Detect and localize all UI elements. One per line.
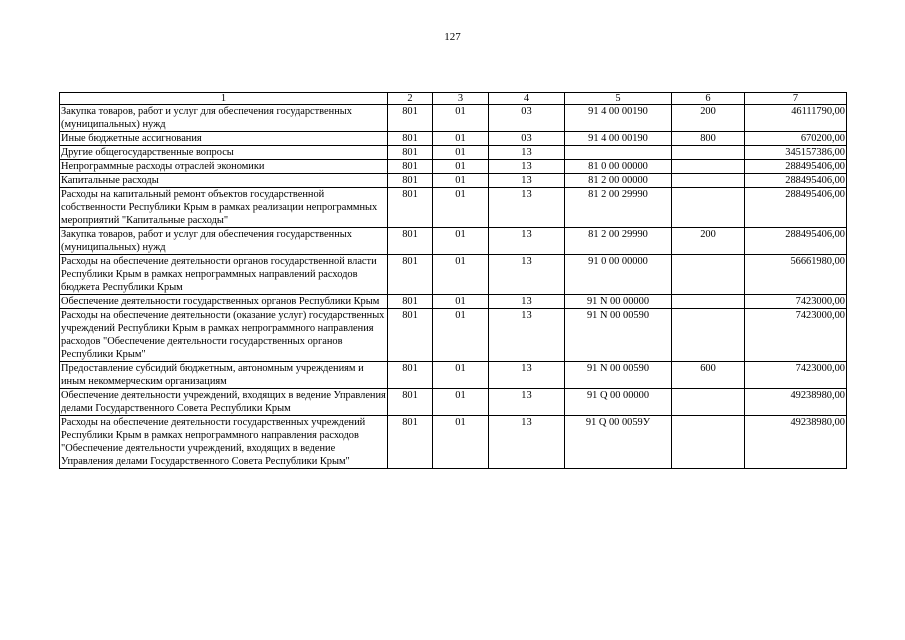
row-name: Закупка товаров, работ и услуг для обеспечения государственных (муниципальных) нужд xyxy=(60,228,388,255)
row-code-4: 13 xyxy=(489,255,565,295)
table-row xyxy=(60,228,847,255)
row-code-3: 01 xyxy=(433,295,489,309)
row-code-5: 81 0 00 00000 xyxy=(565,160,672,174)
row-amount: 7423000,00 xyxy=(745,362,847,389)
table-row xyxy=(60,160,847,174)
table-row xyxy=(60,389,847,416)
table-row xyxy=(60,416,847,469)
row-code-5: 91 N 00 00590 xyxy=(565,309,672,362)
row-name: Расходы на обеспечение деятельности органов государственной власти Республики Крым в рамках непрограммных направлений расходов бюджета Республики Крым xyxy=(60,255,388,295)
column-number-4: 4 xyxy=(489,93,565,105)
row-code-6 xyxy=(672,295,745,309)
row-code-6: 800 xyxy=(672,132,745,146)
row-code-2: 801 xyxy=(388,105,433,132)
row-code-6: 200 xyxy=(672,105,745,132)
row-code-4: 03 xyxy=(489,132,565,146)
table-row xyxy=(60,105,847,132)
row-code-5: 91 N 00 00590 xyxy=(565,362,672,389)
row-code-2: 801 xyxy=(388,416,433,469)
row-code-2: 801 xyxy=(388,255,433,295)
row-code-4: 13 xyxy=(489,160,565,174)
row-code-5: 91 0 00 00000 xyxy=(565,255,672,295)
row-name: Расходы на капитальный ремонт объектов государственной собственности Республики Крым в рамках реализации непрограммных мероприятий "Капитальные расходы" xyxy=(60,188,388,228)
column-number-6: 6 xyxy=(672,93,745,105)
row-code-5: 91 Q 00 0059У xyxy=(565,416,672,469)
column-number-2: 2 xyxy=(388,93,433,105)
row-code-5 xyxy=(565,146,672,160)
row-code-6 xyxy=(672,309,745,362)
row-name: Расходы на обеспечение деятельности государственных учреждений Республики Крым в рамках непрограммного направления расходов "Обеспечение деятельности учреждений, входящих в ведение Управления делами Государственного Совета Республики Крым" xyxy=(60,416,388,469)
row-code-5: 81 2 00 29990 xyxy=(565,228,672,255)
row-code-3: 01 xyxy=(433,309,489,362)
row-code-3: 01 xyxy=(433,389,489,416)
budget-table xyxy=(59,92,847,469)
row-code-4: 13 xyxy=(489,389,565,416)
column-number-3: 3 xyxy=(433,93,489,105)
column-number-5: 5 xyxy=(565,93,672,105)
table-row xyxy=(60,132,847,146)
column-number-1: 1 xyxy=(60,93,388,105)
row-name: Обеспечение деятельности государственных органов Республики Крым xyxy=(60,295,388,309)
row-code-5: 81 2 00 29990 xyxy=(565,188,672,228)
row-code-3: 01 xyxy=(433,228,489,255)
row-code-4: 13 xyxy=(489,416,565,469)
row-code-3: 01 xyxy=(433,188,489,228)
row-code-3: 01 xyxy=(433,174,489,188)
row-code-6 xyxy=(672,188,745,228)
row-code-2: 801 xyxy=(388,362,433,389)
row-code-6 xyxy=(672,160,745,174)
row-code-5: 91 N 00 00000 xyxy=(565,295,672,309)
page-number: 127 xyxy=(444,31,461,43)
row-code-5: 91 4 00 00190 xyxy=(565,132,672,146)
row-code-2: 801 xyxy=(388,228,433,255)
row-code-3: 01 xyxy=(433,255,489,295)
row-code-3: 01 xyxy=(433,362,489,389)
row-amount: 288495406,00 xyxy=(745,174,847,188)
row-code-4: 13 xyxy=(489,309,565,362)
row-amount: 7423000,00 xyxy=(745,309,847,362)
row-code-6 xyxy=(672,389,745,416)
row-amount: 49238980,00 xyxy=(745,416,847,469)
row-code-4: 13 xyxy=(489,174,565,188)
row-code-2: 801 xyxy=(388,146,433,160)
row-code-3: 01 xyxy=(433,105,489,132)
row-name: Закупка товаров, работ и услуг для обеспечения государственных (муниципальных) нужд xyxy=(60,105,388,132)
table-row xyxy=(60,309,847,362)
row-code-6 xyxy=(672,146,745,160)
row-code-2: 801 xyxy=(388,160,433,174)
row-amount: 288495406,00 xyxy=(745,160,847,174)
table-row xyxy=(60,255,847,295)
row-amount: 46111790,00 xyxy=(745,105,847,132)
table-row xyxy=(60,295,847,309)
row-code-4: 13 xyxy=(489,295,565,309)
table-row xyxy=(60,188,847,228)
table-row xyxy=(60,174,847,188)
row-amount: 288495406,00 xyxy=(745,228,847,255)
row-code-6 xyxy=(672,416,745,469)
row-code-2: 801 xyxy=(388,309,433,362)
row-name: Другие общегосударственные вопросы xyxy=(60,146,388,160)
row-code-5: 81 2 00 00000 xyxy=(565,174,672,188)
row-name: Непрограммные расходы отраслей экономики xyxy=(60,160,388,174)
row-code-6: 200 xyxy=(672,228,745,255)
row-amount: 49238980,00 xyxy=(745,389,847,416)
row-name: Капитальные расходы xyxy=(60,174,388,188)
row-code-2: 801 xyxy=(388,132,433,146)
row-code-6: 600 xyxy=(672,362,745,389)
row-code-4: 03 xyxy=(489,105,565,132)
row-code-2: 801 xyxy=(388,188,433,228)
row-name: Предоставление субсидий бюджетным, автономным учреждениям и иным некоммерческим организациям xyxy=(60,362,388,389)
row-code-3: 01 xyxy=(433,416,489,469)
row-name: Обеспечение деятельности учреждений, входящих в ведение Управления делами Государственного Совета Республики Крым xyxy=(61,390,386,414)
table-header-row xyxy=(60,93,847,105)
row-name: Расходы на обеспечение деятельности (оказание услуг) государственных учреждений Республики Крым в рамках непрограммного направления расходов "Обеспечение деятельности государственных органов Республики Крым" xyxy=(60,309,388,362)
row-code-5: 91 Q 00 00000 xyxy=(565,389,672,416)
table-row xyxy=(60,146,847,160)
row-amount: 7423000,00 xyxy=(745,295,847,309)
row-amount: 56661980,00 xyxy=(745,255,847,295)
row-code-2: 801 xyxy=(388,174,433,188)
row-code-4: 13 xyxy=(489,362,565,389)
row-amount: 288495406,00 xyxy=(745,188,847,228)
row-code-2: 801 xyxy=(388,389,433,416)
row-code-3: 01 xyxy=(433,146,489,160)
row-code-6 xyxy=(672,174,745,188)
row-code-6 xyxy=(672,255,745,295)
row-amount: 345157386,00 xyxy=(745,146,847,160)
row-amount: 670200,00 xyxy=(745,132,847,146)
row-name: Иные бюджетные ассигнования xyxy=(60,132,388,146)
row-code-2: 801 xyxy=(388,295,433,309)
row-code-4: 13 xyxy=(489,228,565,255)
table-row xyxy=(60,362,847,389)
row-code-3: 01 xyxy=(433,160,489,174)
column-number-7: 7 xyxy=(745,93,847,105)
row-code-5: 91 4 00 00190 xyxy=(565,105,672,132)
row-code-3: 01 xyxy=(433,132,489,146)
row-code-4: 13 xyxy=(489,146,565,160)
row-code-4: 13 xyxy=(489,188,565,228)
